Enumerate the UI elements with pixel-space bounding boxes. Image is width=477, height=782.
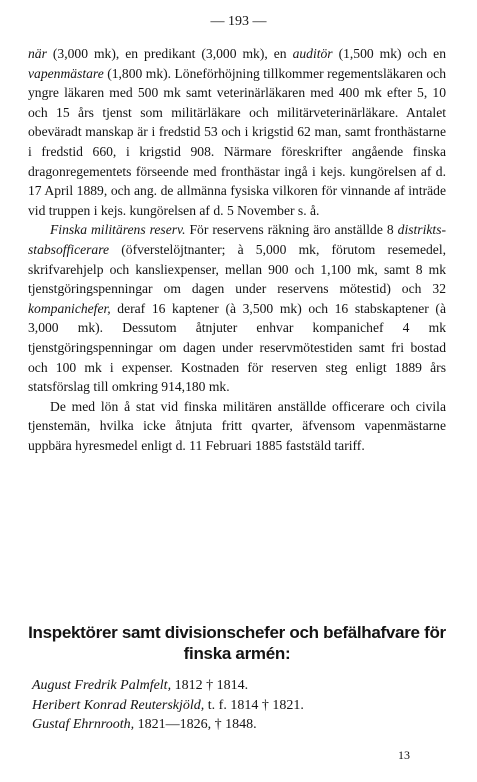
person-name: Gustaf Ehrnrooth, <box>32 717 135 732</box>
text-span: (1,800 mk). Löneförhöjning tillkommer regementsläkaren och yngre läkaren med 500 mk samt veterinärläkaren med 400 mk efter 5, 10 och 15 års tjenst som militärläkare och militärveterinärläkare. Antalet obeväradt manskap är i fredstid 53 och i krigstid 62 man, samt fronthästarne i fredstid 660, i krigstid 908. Närmare föreskrifter angående finska dragonregementets förseende med fronthästar ingå i kejs. kungörelsen af d. 17 April 1889, och ang. de allmänna fysiska vilkoren för vinnande af inträde vid truppen i kejs. kungörelsen af d. 5 November s. å. <box>28 65 446 218</box>
person-dates: 1821—1826, † 1848. <box>134 717 257 732</box>
text-span: För reservens räkning äro anställde 8 <box>185 222 398 238</box>
section-heading <box>28 622 446 664</box>
paragraph-2 <box>28 220 446 396</box>
text-span: distrikts-stabsofficerare <box>28 222 447 257</box>
list-item <box>32 715 446 735</box>
text-span: (1,500 mk) och en <box>332 46 446 61</box>
person-name: Heribert Konrad Reuterskjöld, <box>32 697 205 713</box>
text-span: vapenmästare <box>28 65 104 81</box>
list-item <box>32 676 446 696</box>
heading-line: finska armén: <box>183 644 291 663</box>
heading-line: Inspektörer samt divisionschefer och befälhafvare för <box>28 623 446 642</box>
names-list <box>32 676 446 735</box>
person-name: August Fredrik Palmfelt, <box>32 678 172 693</box>
paragraph-1 <box>28 44 446 220</box>
body-text <box>28 44 446 455</box>
text-span: deraf 16 kaptener (à 3,500 mk) och 16 stabskaptener (à 3,000 mk). Dessutom åtnjuter enhvar kompanichef 4 mk tjenstgöringspenningar om dagen under reservmötestiden samt fri bostad och 100 mk i expenser. Kostnaden för reserven steg enligt 1889 års statsförslag till omkring 914,180 mk. <box>28 300 446 395</box>
person-dates: t. f. 1814 † 1821. <box>204 697 304 713</box>
text-span: kompanichefer, <box>28 300 111 316</box>
text-span: (öfverstelöjtnanter; à 5,000 mk, förutom resemedel, skrifvarehjelp och kansliexpenser, mellan 900 och 1,100 mk, samt 8 mk tjenstgöringspenningar om dagen under reservens mötestid) och 32 <box>28 241 446 297</box>
list-item <box>32 696 446 716</box>
signature-mark: 13 <box>398 748 410 762</box>
text-span: (3,000 mk), en predikant (3,000 mk), en <box>46 46 293 61</box>
text-span: auditör <box>292 46 333 61</box>
text-span: Finska militärens reserv. <box>50 222 186 238</box>
page-number: — 193 — <box>210 14 267 29</box>
person-dates: 1812 † 1814. <box>171 678 249 693</box>
text-span: när <box>28 46 47 61</box>
paragraph-3: De med lön å stat vid finska militären anställde officerare och civila tjenstemän, hvilka icke åtnjuta fritt qvarter, äfvensom vapenmästarne uppbära hyresmedel enligt d. 11 Februari 1885 faststäld tariff. <box>28 398 446 453</box>
